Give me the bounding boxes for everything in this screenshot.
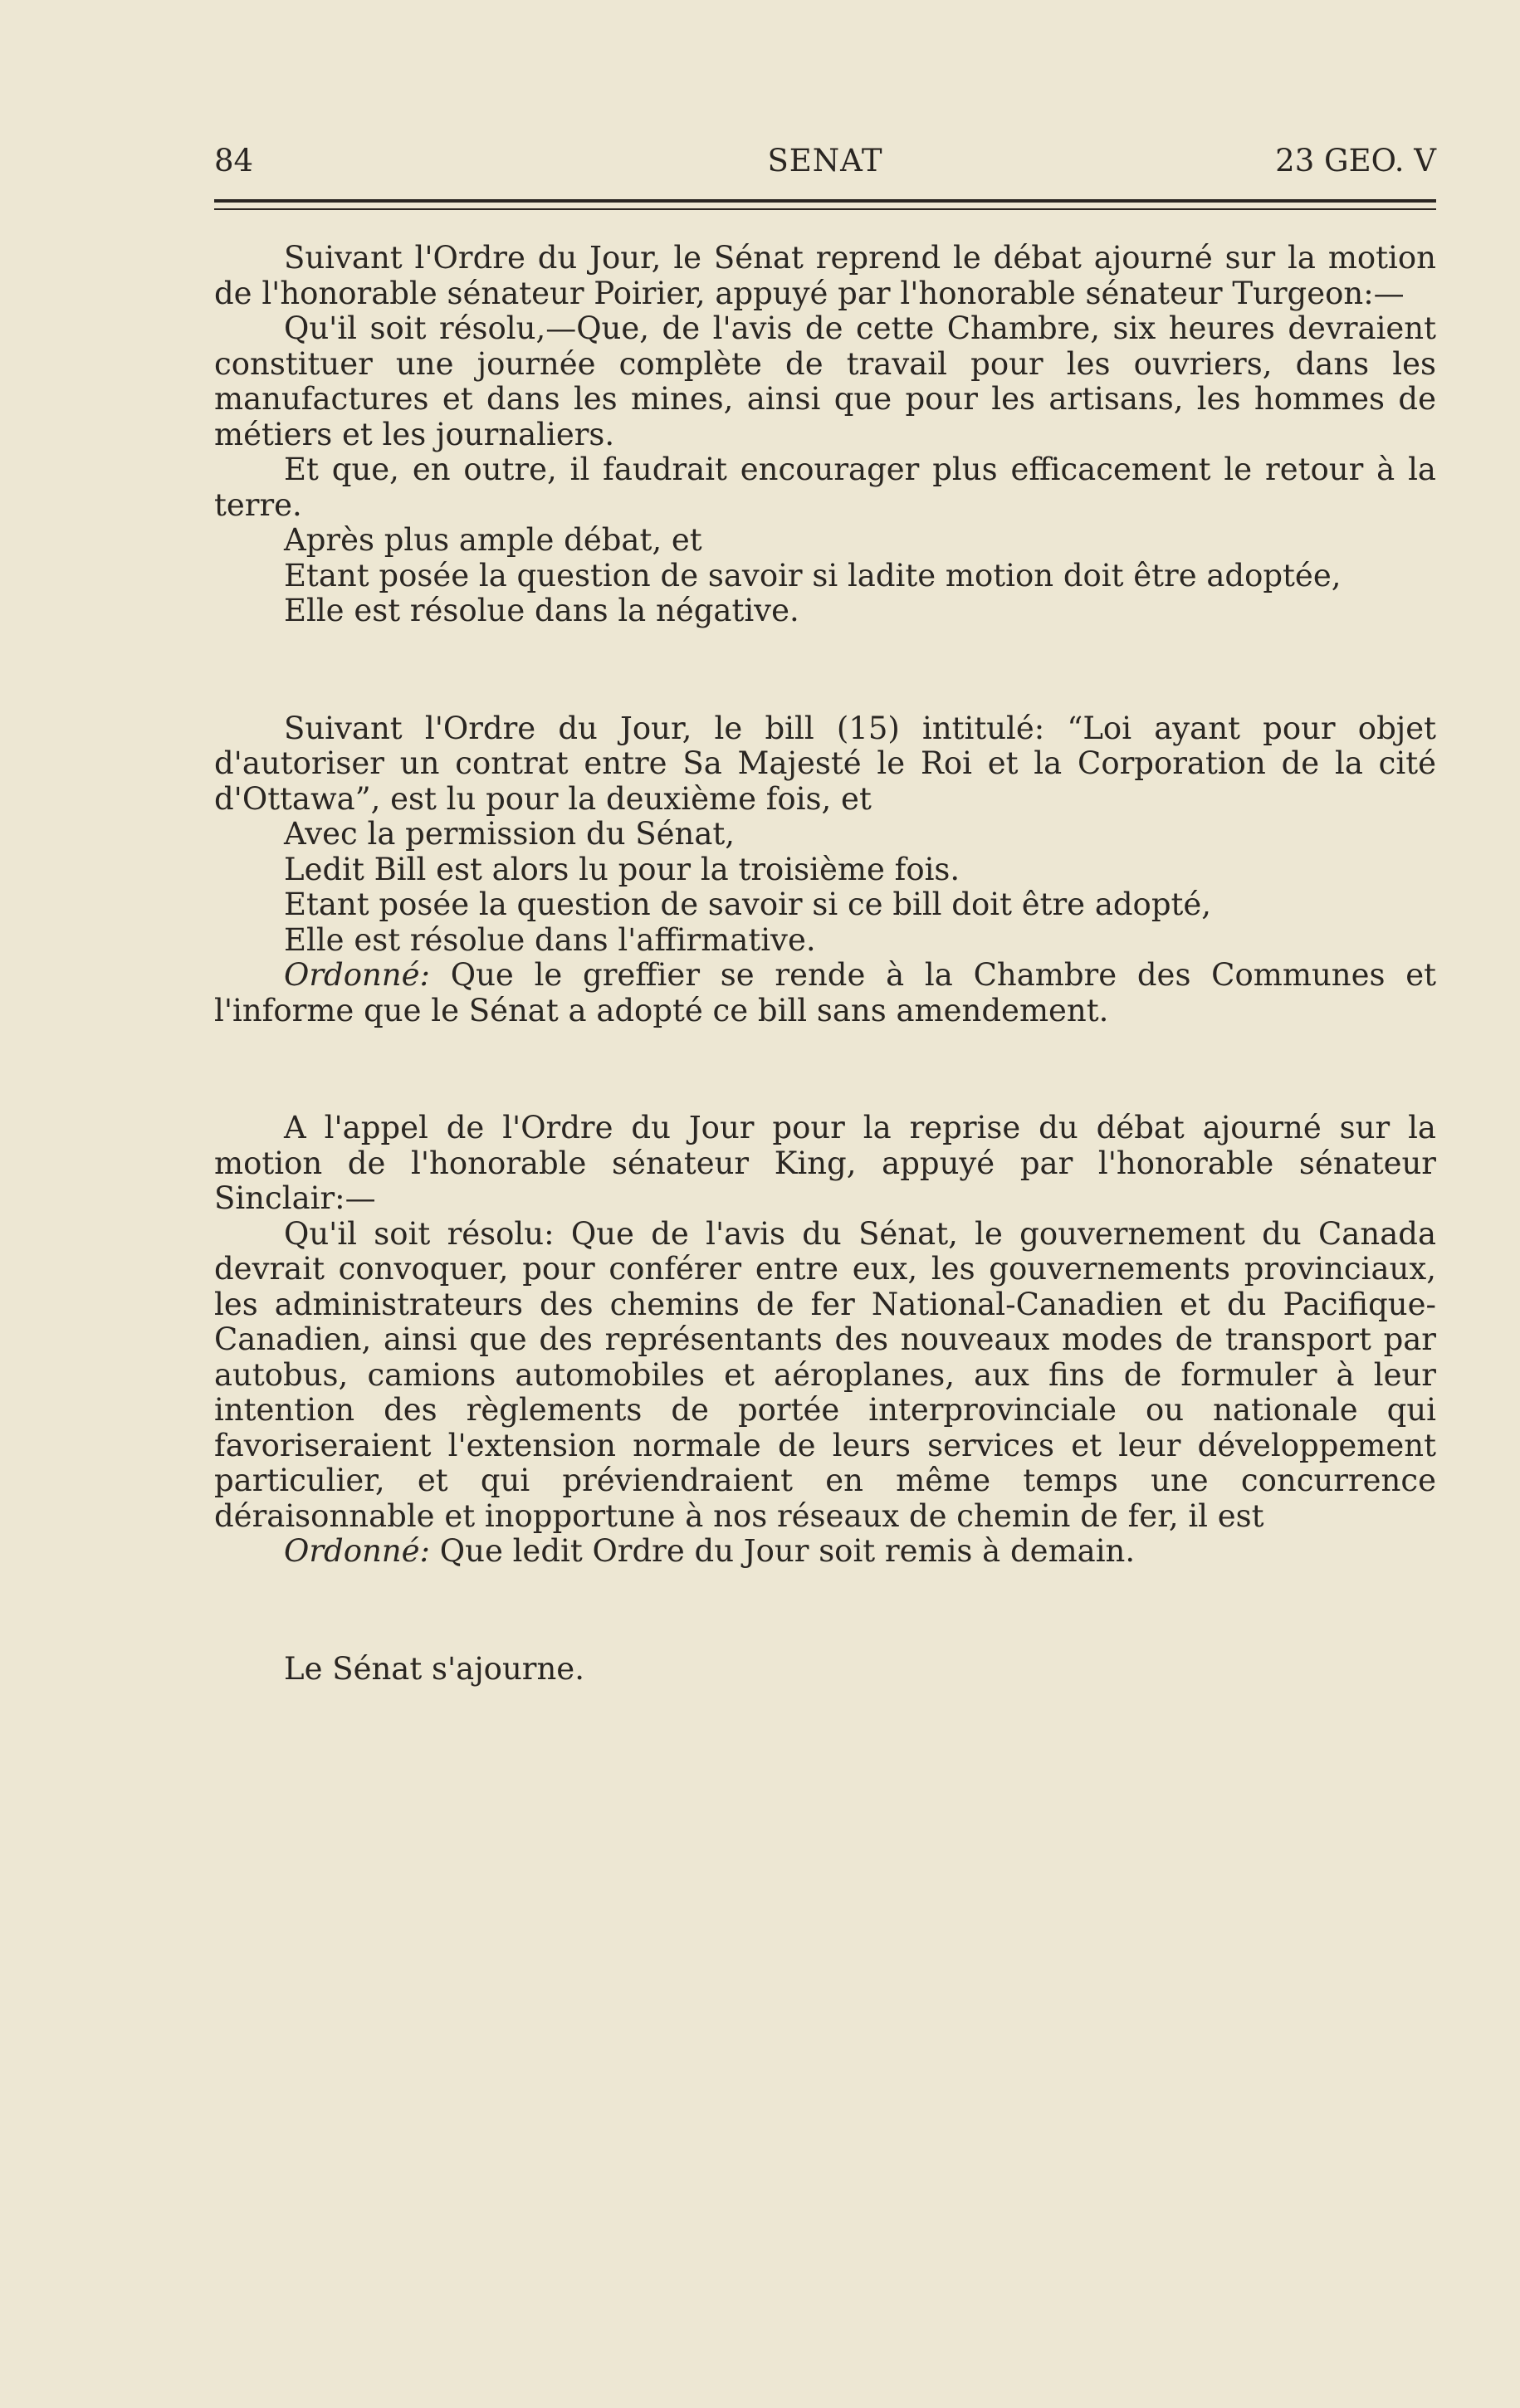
- paragraph: A l'appel de l'Ordre du Jour pour la reprise du débat ajourné sur la motion de l'honorable sénateur King, appuyé par l'honorable sénateur Sinclair:—: [214, 1110, 1436, 1216]
- paragraph: Elle est résolue dans l'affirmative.: [284, 921, 816, 958]
- section-poirier-motion: [214, 241, 1436, 629]
- header-volume: 23 GEO. V: [1275, 143, 1436, 178]
- ordered-paragraph: [214, 958, 1436, 1028]
- paragraph: Elle est résolue dans la négative.: [284, 593, 799, 628]
- paragraph: Ledit Bill est alors lu pour la troisième fois.: [284, 851, 960, 887]
- ordered-text: Que ledit Ordre du Jour soit remis à demain.: [430, 1533, 1136, 1569]
- paragraph: Suivant l'Ordre du Jour, le bill (15) intitulé: “Loi ayant pour objet d'autoriser un contrat entre Sa Majesté le Roi et la Corporation de la cité d'Ottawa”, est lu pour la deuxième fois, et: [214, 710, 1436, 817]
- header-title: SENAT: [767, 143, 883, 178]
- page-number: 84: [214, 143, 254, 178]
- paragraph: Avec la permission du Sénat,: [284, 816, 736, 852]
- section-gap: [214, 1570, 1436, 1652]
- paragraph: Etant posée la question de savoir si ce bill doit être adopté,: [284, 887, 1212, 922]
- paragraph: Et que, en outre, il faudrait encourager plus efficacement le retour à la terre.: [214, 452, 1436, 523]
- paragraph: Le Sénat s'ajourne.: [284, 1650, 584, 1687]
- paragraph: Après plus ample débat, et: [284, 522, 702, 558]
- header-rule-thin: [214, 208, 1436, 210]
- paragraph: Etant posée la question de savoir si ladite motion doit être adoptée,: [284, 557, 1342, 593]
- ordered-label: Ordonné:: [284, 1533, 431, 1569]
- section-gap: [214, 629, 1436, 711]
- section-bill-15: [214, 711, 1436, 1029]
- paragraph: Suivant l'Ordre du Jour, le Sénat reprend le débat ajourné sur la motion de l'honorable sénateur Poirier, appuyé par l'honorable sénateur Turgeon:—: [214, 240, 1436, 311]
- ordered-text: Que le greffier se rende à la Chambre des Communes et l'informe que le Sénat a adopté ce bill sans amendement.: [214, 957, 1436, 1028]
- section-king-motion: [214, 1111, 1436, 1570]
- running-header: [214, 139, 1436, 183]
- header-rule-thick: [214, 199, 1436, 203]
- page-body: [214, 241, 1436, 1687]
- ordered-label: Ordonné:: [284, 957, 431, 993]
- paragraph: Qu'il soit résolu,—Que, de l'avis de cette Chambre, six heures devraient constituer une journée complète de travail pour les ouvriers, dans les manufactures et dans les mines, ainsi que pour les artisans, les hommes de métiers et les journaliers.: [214, 310, 1436, 452]
- section-gap: [214, 1028, 1436, 1111]
- section-adjournment: [214, 1652, 1436, 1688]
- paragraph: Qu'il soit résolu: Que de l'avis du Sénat, le gouvernement du Canada devrait convoquer, pour conférer entre eux, les gouvernements provinciaux, les administrateurs des chemins de fer National-Canadien et du Pacifique-Canadien, ainsi que des représentants des nouveaux modes de transport par autobus, camions automobiles et aéroplanes, aux fins de formuler à leur intention des règlements de portée interprovinciale ou nationale qui favoriseraient l'extension normale de leurs services et leur développement particulier, et qui préviendraient en même temps une concurrence déraisonnable et inopportune à nos réseaux de chemin de fer, il est: [214, 1215, 1436, 1534]
- ordered-paragraph: [214, 1534, 1436, 1570]
